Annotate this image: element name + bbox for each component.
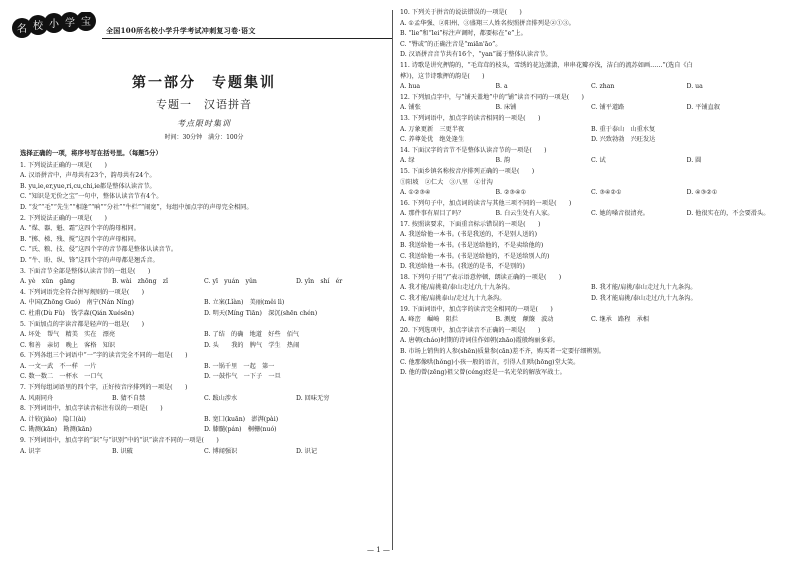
question-line: C. 我送给他一本书。(书是送给他的，不是送给别人的): [400, 252, 550, 260]
option: C. 继承 路程 承相: [591, 316, 649, 324]
question-line: ①阳坡 ②仁大 ③八里 ④甘沟: [400, 178, 493, 186]
option: C. yī yuán yǔn: [204, 278, 257, 286]
option: B. ②③④①: [495, 189, 527, 197]
question-line: A. 我送给他一本书。(书是我送的，不是别人送的): [400, 231, 537, 239]
instruction: 选择正确的一项，将序号写在括号里。（每题5分）: [20, 149, 162, 157]
time-info: 时间：30分钟 满分：100分: [164, 134, 244, 141]
option: B. 我才能/肩挑/泰山走过九十九条沟。: [591, 284, 697, 292]
option: A. 风雨同舟: [20, 394, 54, 402]
option: B. wài zhōng zǐ: [112, 278, 168, 286]
option: B. 了结 的确 地道 好些 佰气: [204, 331, 300, 339]
option: D. 识记: [296, 447, 318, 455]
option: B. 宽囗(kuān) 澎湃(pài): [204, 415, 279, 423]
answer-options: [400, 156, 782, 167]
option: D. 我才能肩挑/泰山走过/九十九条沟。: [591, 295, 697, 303]
answer-options: [20, 372, 388, 383]
option: D. 回味无穷: [296, 394, 330, 402]
question-line: B. yu,ie,er,yue,ri,cu,chi,ie都是整体认读音节。: [20, 182, 156, 190]
svg-text:小: 小: [49, 19, 59, 30]
answer-options: [20, 341, 388, 352]
option: A. 我才能/肩挑着/泰山走过/九十九条沟。: [400, 284, 514, 292]
option: B. 一锅千里 一起 第一: [204, 362, 275, 370]
question-stem: 15. 下面乡镇名称按音序排列正确的一项是( ): [400, 167, 535, 175]
question-line: D. “发”“毛”“先生”“相逢”“响”“分社”“牛栏”“闹宽”，每组中加点字的声母完全相同。: [20, 203, 253, 211]
question-line: C. “臀或”的正确注音是“miān'āo”。: [400, 40, 502, 48]
option: A. hua: [400, 83, 421, 91]
question-stem: 8. 下列词语中，加点字读音标注有误的一项是( ): [20, 405, 163, 413]
question-stem: 3. 下面音节全部是整体认读音节的一组是( ): [20, 267, 151, 275]
left-column: [20, 74, 388, 457]
question-line: D. 我送给他一本书。(我送的是书，不是别的): [400, 263, 525, 271]
option: D. ua: [686, 83, 703, 91]
option: A. 计较(jiào) 隐囗(ài): [20, 415, 86, 423]
question-line: A. ①孟华强、②阳州、③盛翔三人姓名按照拼音排列是②①③。: [400, 19, 575, 27]
topic-title: 专题一 汉语拼音: [156, 98, 252, 111]
answer-options: [20, 298, 388, 309]
option: A. 万象更新 三更半夜: [400, 125, 465, 133]
answer-options: [20, 394, 388, 405]
question-line: 1. 下列说法正确的一项是( ): [20, 161, 107, 169]
column-divider: [392, 10, 393, 550]
question-stem: 13. 下列词语中，加点字的读音相同的一项是( ): [400, 114, 541, 122]
answer-options: [400, 283, 782, 294]
question-line: 2. 下列说法正确的一项是( ): [20, 214, 107, 222]
answer-options: [20, 425, 388, 436]
question-stem: 19. 下面词语中，加点字的读音完全相同的一项是( ): [400, 305, 553, 313]
option: D. 兴致勃勃 兴旺发达: [591, 136, 656, 144]
option: B. 识破: [112, 447, 133, 455]
logo-badge-icon: [10, 12, 102, 42]
option: C. 跋山涉水: [204, 394, 238, 402]
option: C. 养尊处优 绝处逢生: [400, 136, 465, 144]
question-line: C. 他那像哄(hǒng)小孩一般的语言，引得人们哄(hōng)堂大笑。: [400, 358, 580, 366]
answer-options: [400, 82, 782, 93]
question-stem: 16. 下列句子中，加点词的读音与其他三项不同的一项是( ): [400, 199, 572, 207]
option: C. 杜甫(Dù Fǔ) 钱学森(Qián Xuésēn): [20, 309, 134, 317]
option: B. 床铺: [495, 104, 517, 112]
question-stem: 17. 按照读要求，下面重音标示错误的一项是( ): [400, 220, 541, 228]
question-stem: 12. 下列加点字中，与“铺天盖地”中的“铺”读音不同的一项是( ): [400, 93, 584, 101]
answer-options: [400, 294, 782, 305]
option: D. 明天(Míng Tiān) 深沉(shēn chén): [204, 309, 318, 317]
question-line: B. “掷、梯、残、搅”这四个字的声母相同。: [20, 235, 140, 243]
option: D. 膝髓(pán) 桐栅(nuó): [204, 426, 277, 434]
option: D. 他很实在的，不会要滑头。: [686, 210, 770, 218]
option: B. a: [495, 83, 508, 91]
option: C. 勘测(kān) 勘测(kān): [20, 426, 92, 434]
question-stem: 18. 下列句子用“/”表示语意停顿，朗读正确的一项是( ): [400, 273, 562, 281]
page-number: — 1 —: [367, 546, 390, 554]
option: A. 中国(Zhōng Guó) 南宁(Nán Níng): [20, 299, 134, 307]
question-line: A. 汉语拼音中，声母共有23个，韵母共有24个。: [20, 172, 156, 180]
question-line: D. 汉语拼音音节共有16个，“yan”属于整体认读音节。: [400, 51, 552, 59]
question-line: A. 唐朝(cháo)时期的诗词佳作如朝(zhāo)霞般绚丽多彩。: [400, 337, 559, 345]
question-stem: 5. 下面加点的字读音都是轻声的一组是( ): [20, 320, 145, 328]
option: B. 立案(Lǐàn) 美丽(měi lì): [204, 299, 285, 307]
question-stem: 20. 下列选项中，加点字读音不正确的一项是( ): [400, 326, 541, 334]
option: B. 白云生处有人家。: [495, 210, 554, 218]
option: [687, 315, 783, 326]
header-rule: [102, 38, 392, 39]
question-line: C. “知识是无价之宝”一句中，整体认读音节有4个。: [20, 193, 163, 201]
page-header: [10, 8, 390, 44]
option: C. 数一数二 一杯水 一口气: [20, 373, 103, 381]
option: C. zhan: [591, 83, 615, 91]
question-line: C. “氏、粮、技、侵”这四个字的音节都是整体认读音节。: [20, 246, 178, 254]
question-line: 桦》)，这节诗歌押的韵是( ): [400, 72, 485, 80]
svg-text:名: 名: [17, 24, 27, 35]
answer-options: [20, 309, 388, 320]
question-stem: 6. 下列各组三个词语中“一”字的读音完全不同的一组是( ): [20, 352, 188, 360]
question-line: 11. 诗歌是讲究押韵的，“毛茸茸的枝头，雪绣的花边潇潇，串串花瓣亦浅，洁白的流苏如画……”(选自《白: [400, 61, 693, 69]
question-stem: 4. 下列词语完全符合拼写规则的一项是( ): [20, 288, 145, 296]
question-line: D. 他的曾(zēng)祖父曾(céng)经是一名光荣的解放军战士。: [400, 369, 566, 377]
answer-options: [400, 103, 782, 114]
part-title: 第一部分 专题集训: [132, 75, 276, 91]
option: C. 试: [591, 157, 606, 165]
answer-options: [20, 362, 388, 373]
option: B. 重于泰山 山重水复: [591, 125, 656, 133]
option: D. 一鼓作气 一下子 一旦: [204, 373, 281, 381]
question-line: B. “lie”和“lei”标注声调时，都要标在“e”上。: [400, 30, 527, 38]
svg-text:校: 校: [33, 21, 43, 32]
option: C. 她的嗓音很清亮。: [591, 210, 649, 218]
question-line: B. 市场上销售的人参(shēn)质量参(cān)差不齐，购买者一定要仔细辨别。: [400, 348, 605, 355]
question-line: B. 我送给他一本书。(书是送给他的，不是卖给他的): [400, 242, 544, 250]
question-line: A. “煤、器、魁、霜”这四个字的韵母相同。: [20, 225, 140, 233]
option: D. 平铺直叙: [686, 104, 720, 112]
option: C. 和善 亲切 晚上 客格 知识: [20, 341, 116, 349]
option: C. ③④②①: [591, 189, 622, 197]
answer-options: [400, 315, 782, 326]
svg-text:学: 学: [65, 18, 75, 29]
question-line: D. “牛、盼、纵、锋”这四个字的声母都是翘舌音。: [20, 256, 159, 264]
option: A. 绿: [400, 157, 415, 165]
answer-options: [20, 277, 388, 288]
answer-options: [400, 135, 782, 146]
option: A. 坏处 帮气 精美 实在 漂亮: [20, 331, 116, 339]
option: C. 我才能/肩挑泰山/走过九十九条沟。: [400, 295, 506, 303]
option: D. ④③②①: [686, 189, 718, 197]
option: B. 测度 颠簸 波动: [495, 316, 554, 324]
option: A. yè xūn gāng: [20, 278, 75, 286]
question-line: 10. 下列关于拼音的说法错误的一项是( ): [400, 9, 522, 16]
option: A. 铺张: [400, 104, 421, 112]
question-stem: 14. 下面汉字的音节不是整体认读音节的一项是( ): [400, 146, 547, 154]
option: B. 猜不自禁: [112, 394, 146, 402]
option: A. 峰峦 崛崎 阻拦: [400, 316, 458, 324]
option: D. 头 我的 脾气 学生 热闹: [204, 341, 300, 349]
option: A. 那件事有眉目了吗？: [400, 210, 465, 218]
option: A. ①②③④: [400, 189, 431, 197]
option: B. 韵: [495, 157, 511, 165]
option: D. yǐn shí ér: [296, 278, 343, 286]
header-title: 全国100所名校小学升学考试冲刺复习卷·语文: [106, 26, 256, 35]
answer-options: [400, 188, 782, 199]
answer-options: [20, 415, 388, 426]
option: A. 识字: [20, 447, 41, 455]
answer-options: [20, 447, 388, 458]
answer-options: [400, 125, 782, 136]
option: C. 博闻强识: [204, 447, 238, 455]
option: C. 铺平道路: [591, 104, 625, 112]
answer-options: [400, 209, 782, 220]
answer-options: [20, 330, 388, 341]
sub-title: 考点限时集训: [177, 119, 231, 128]
question-stem: 9. 下列词语中，加点字的“识”与“识别”中的“识”读音不同的一项是( ): [20, 437, 219, 445]
option: A. 一文一武 不一样 一片: [20, 362, 97, 370]
question-stem: 7. 下列每组词语里的四个字，正好按音序排列的一项是( ): [20, 384, 188, 392]
svg-text:宝: 宝: [81, 17, 91, 28]
option: D. 圆: [686, 157, 702, 165]
right-column: [400, 8, 782, 379]
